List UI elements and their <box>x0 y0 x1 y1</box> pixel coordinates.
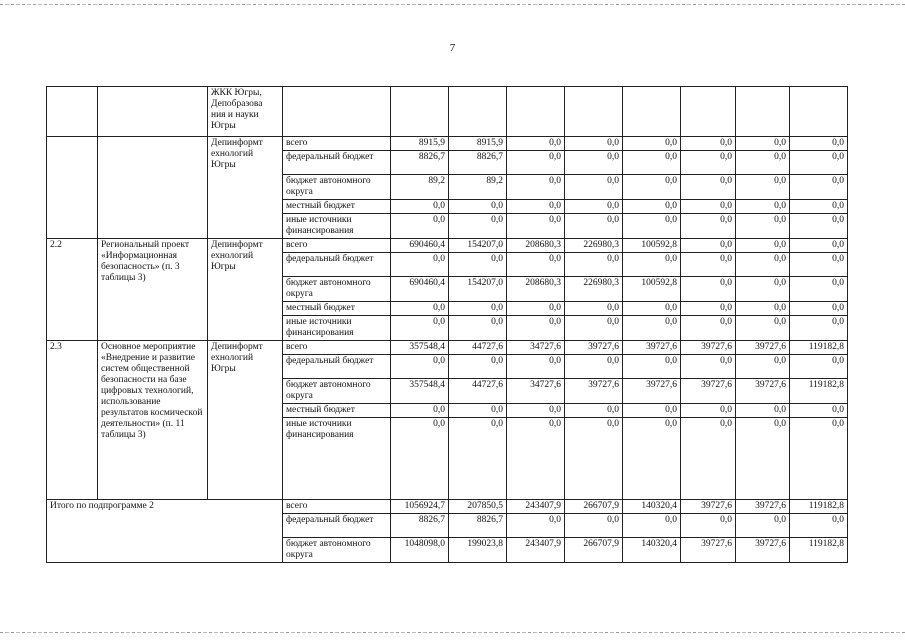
value-cell: 0,0 <box>681 214 736 239</box>
scan-edge-bottom <box>0 632 905 633</box>
value-cell: 140320,4 <box>623 500 681 514</box>
value-cell: 0,0 <box>736 302 790 316</box>
value-cell: 0,0 <box>565 214 623 239</box>
value-cell: 0,0 <box>391 253 449 277</box>
value-cell: 0,0 <box>507 200 565 214</box>
value-cell: 0,0 <box>736 316 790 341</box>
value-cell: 357548,4 <box>391 379 449 404</box>
value-cell: 0,0 <box>449 418 507 500</box>
value-cell: 0,0 <box>790 277 848 302</box>
page-number: 7 <box>449 42 456 54</box>
value-cell: 0,0 <box>507 302 565 316</box>
value-cell: 0,0 <box>507 355 565 379</box>
value-cell: 39727,6 <box>736 500 790 514</box>
value-cell: 0,0 <box>565 302 623 316</box>
value-cell: 0,0 <box>623 355 681 379</box>
funding-source: всего <box>283 239 391 253</box>
value-cell: 0,0 <box>507 404 565 418</box>
value-cell: 0,0 <box>790 355 848 379</box>
funding-source: федеральный бюджет <box>283 514 391 538</box>
value-cell: 0,0 <box>507 316 565 341</box>
value-cell: 0,0 <box>507 214 565 239</box>
value-cell: 100592,8 <box>623 277 681 302</box>
value-cell: 0,0 <box>681 418 736 500</box>
value-cell: 34727,6 <box>507 341 565 355</box>
value-cell <box>565 87 623 137</box>
value-cell: 0,0 <box>507 514 565 538</box>
value-cell: 0,0 <box>623 253 681 277</box>
value-cell: 0,0 <box>736 200 790 214</box>
funding-source: иные источники финансирования <box>283 316 391 341</box>
value-cell: 0,0 <box>681 200 736 214</box>
item-name <box>98 137 208 239</box>
table-row <box>47 239 848 253</box>
value-cell: 0,0 <box>681 302 736 316</box>
funding-table <box>46 86 848 563</box>
value-cell: 0,0 <box>449 253 507 277</box>
value-cell: 0,0 <box>736 253 790 277</box>
value-cell: 154207,0 <box>449 239 507 253</box>
value-cell: 119182,8 <box>790 538 848 563</box>
value-cell: 0,0 <box>681 137 736 151</box>
value-cell <box>283 87 391 137</box>
value-cell <box>507 87 565 137</box>
value-cell: 8915,9 <box>449 137 507 151</box>
value-cell: 119182,8 <box>790 500 848 514</box>
value-cell: 0,0 <box>565 316 623 341</box>
value-cell: 39727,6 <box>681 500 736 514</box>
value-cell: 0,0 <box>790 253 848 277</box>
funding-source: всего <box>283 137 391 151</box>
value-cell: 207850,5 <box>449 500 507 514</box>
value-cell: 0,0 <box>507 137 565 151</box>
value-cell: 0,0 <box>623 200 681 214</box>
value-cell: 0,0 <box>449 404 507 418</box>
value-cell: 243407,9 <box>507 500 565 514</box>
value-cell: 89,2 <box>449 175 507 200</box>
value-cell: 119182,8 <box>790 379 848 404</box>
value-cell: 0,0 <box>449 200 507 214</box>
value-cell: 100592,8 <box>623 239 681 253</box>
value-cell: 0,0 <box>790 151 848 175</box>
funding-source: федеральный бюджет <box>283 151 391 175</box>
table-row <box>47 137 848 151</box>
total-label: Итого по подпрограмме 2 <box>47 500 283 563</box>
value-cell: 0,0 <box>565 514 623 538</box>
value-cell: 0,0 <box>565 175 623 200</box>
value-cell: 0,0 <box>681 404 736 418</box>
funding-source: иные источники финансирования <box>283 214 391 239</box>
value-cell: 89,2 <box>391 175 449 200</box>
funding-source: местный бюджет <box>283 200 391 214</box>
executor-cell: Депинформт ехнологий Югры <box>208 137 283 239</box>
value-cell: 0,0 <box>790 137 848 151</box>
value-cell <box>623 87 681 137</box>
value-cell <box>681 87 736 137</box>
value-cell: 39727,6 <box>681 538 736 563</box>
value-cell: 0,0 <box>736 151 790 175</box>
value-cell: 0,0 <box>391 418 449 500</box>
value-cell: 0,0 <box>565 404 623 418</box>
value-cell: 208680,3 <box>507 239 565 253</box>
value-cell: 357548,4 <box>391 341 449 355</box>
value-cell: 0,0 <box>449 316 507 341</box>
value-cell: 0,0 <box>736 175 790 200</box>
funding-source: всего <box>283 500 391 514</box>
value-cell: 0,0 <box>507 418 565 500</box>
value-cell: 0,0 <box>736 214 790 239</box>
value-cell: 0,0 <box>623 151 681 175</box>
value-cell: 0,0 <box>565 355 623 379</box>
total-row <box>47 500 848 514</box>
value-cell: 266707,9 <box>565 500 623 514</box>
value-cell: 0,0 <box>736 355 790 379</box>
value-cell: 0,0 <box>391 355 449 379</box>
value-cell: 44727,6 <box>449 379 507 404</box>
value-cell: 34727,6 <box>507 379 565 404</box>
funding-source: бюджет автономного округа <box>283 175 391 200</box>
value-cell: 0,0 <box>790 404 848 418</box>
value-cell: 140320,4 <box>623 538 681 563</box>
value-cell: 0,0 <box>681 253 736 277</box>
value-cell: 0,0 <box>681 151 736 175</box>
value-cell <box>790 87 848 137</box>
value-cell: 0,0 <box>565 418 623 500</box>
value-cell: 0,0 <box>736 514 790 538</box>
value-cell <box>391 87 449 137</box>
name-cell <box>98 87 208 137</box>
funding-source: местный бюджет <box>283 302 391 316</box>
item-number: 2.3 <box>47 341 98 500</box>
value-cell: 39727,6 <box>736 379 790 404</box>
value-cell: 154207,0 <box>449 277 507 302</box>
value-cell: 0,0 <box>449 214 507 239</box>
funding-source: федеральный бюджет <box>283 355 391 379</box>
value-cell: 0,0 <box>790 514 848 538</box>
executor-cell: Депинформт ехнологий Югры <box>208 341 283 500</box>
value-cell: 44727,6 <box>449 341 507 355</box>
value-cell: 0,0 <box>623 175 681 200</box>
scan-edge-top <box>0 4 905 5</box>
value-cell: 0,0 <box>391 316 449 341</box>
value-cell: 0,0 <box>623 214 681 239</box>
value-cell: 0,0 <box>736 418 790 500</box>
value-cell: 39727,6 <box>736 538 790 563</box>
value-cell: 208680,3 <box>507 277 565 302</box>
value-cell: 39727,6 <box>565 341 623 355</box>
executor-cell: Депинформт ехнологий Югры <box>208 239 283 341</box>
funding-source: бюджет автономного округа <box>283 538 391 563</box>
value-cell: 0,0 <box>681 514 736 538</box>
funding-source: федеральный бюджет <box>283 253 391 277</box>
value-cell: 0,0 <box>736 239 790 253</box>
value-cell: 1056924,7 <box>391 500 449 514</box>
value-cell: 0,0 <box>565 137 623 151</box>
value-cell: 0,0 <box>790 175 848 200</box>
value-cell: 243407,9 <box>507 538 565 563</box>
value-cell: 0,0 <box>736 277 790 302</box>
value-cell: 266707,9 <box>565 538 623 563</box>
value-cell: 0,0 <box>507 151 565 175</box>
value-cell: 0,0 <box>507 175 565 200</box>
funding-source: бюджет автономного округа <box>283 379 391 404</box>
item-number <box>47 137 98 239</box>
value-cell: 8915,9 <box>391 137 449 151</box>
value-cell: 0,0 <box>681 239 736 253</box>
executor-cell: ЖКК Югры, Депобразова ния и науки Югры <box>208 87 283 137</box>
value-cell: 39727,6 <box>681 341 736 355</box>
value-cell: 0,0 <box>565 253 623 277</box>
value-cell: 690460,4 <box>391 277 449 302</box>
value-cell: 0,0 <box>790 200 848 214</box>
value-cell: 0,0 <box>623 302 681 316</box>
value-cell: 0,0 <box>391 214 449 239</box>
value-cell: 0,0 <box>449 355 507 379</box>
value-cell: 0,0 <box>623 404 681 418</box>
value-cell: 0,0 <box>391 404 449 418</box>
value-cell: 226980,3 <box>565 277 623 302</box>
value-cell: 0,0 <box>790 316 848 341</box>
value-cell: 1048098,0 <box>391 538 449 563</box>
value-cell: 8826,7 <box>391 151 449 175</box>
value-cell: 0,0 <box>391 200 449 214</box>
value-cell: 0,0 <box>623 514 681 538</box>
value-cell: 0,0 <box>507 253 565 277</box>
value-cell: 0,0 <box>623 316 681 341</box>
table-row <box>47 341 848 355</box>
item-number: 2.2 <box>47 239 98 341</box>
value-cell: 0,0 <box>565 200 623 214</box>
value-cell <box>449 87 507 137</box>
value-cell: 0,0 <box>681 277 736 302</box>
value-cell: 39727,6 <box>736 341 790 355</box>
value-cell: 0,0 <box>790 302 848 316</box>
value-cell: 0,0 <box>623 137 681 151</box>
funding-source: иные источники финансирования <box>283 418 391 500</box>
value-cell: 0,0 <box>790 418 848 500</box>
value-cell: 119182,8 <box>790 341 848 355</box>
value-cell: 0,0 <box>681 355 736 379</box>
value-cell: 39727,6 <box>681 379 736 404</box>
funding-source: местный бюджет <box>283 404 391 418</box>
value-cell: 8826,7 <box>391 514 449 538</box>
value-cell: 0,0 <box>565 151 623 175</box>
value-cell: 0,0 <box>681 316 736 341</box>
table-row <box>47 87 848 137</box>
value-cell: 39727,6 <box>623 341 681 355</box>
value-cell <box>736 87 790 137</box>
item-name: Основное мероприятие «Внедрение и развитие систем общественной безопасности на базе цифровых технологий, использование результатов космической деятельности» (п. 11 таблицы 3) <box>98 341 208 500</box>
funding-source: бюджет автономного округа <box>283 277 391 302</box>
value-cell: 690460,4 <box>391 239 449 253</box>
value-cell: 226980,3 <box>565 239 623 253</box>
value-cell: 0,0 <box>736 404 790 418</box>
number-cell <box>47 87 98 137</box>
value-cell: 8826,7 <box>449 151 507 175</box>
item-name: Региональный проект «Информационная безопасность» (п. 3 таблицы 3) <box>98 239 208 341</box>
funding-source: всего <box>283 341 391 355</box>
value-cell: 39727,6 <box>623 379 681 404</box>
value-cell: 0,0 <box>736 137 790 151</box>
value-cell: 0,0 <box>449 302 507 316</box>
value-cell: 0,0 <box>623 418 681 500</box>
value-cell: 39727,6 <box>565 379 623 404</box>
value-cell: 0,0 <box>681 175 736 200</box>
value-cell: 0,0 <box>790 239 848 253</box>
value-cell: 0,0 <box>790 214 848 239</box>
value-cell: 8826,7 <box>449 514 507 538</box>
value-cell: 0,0 <box>391 302 449 316</box>
value-cell: 199023,8 <box>449 538 507 563</box>
